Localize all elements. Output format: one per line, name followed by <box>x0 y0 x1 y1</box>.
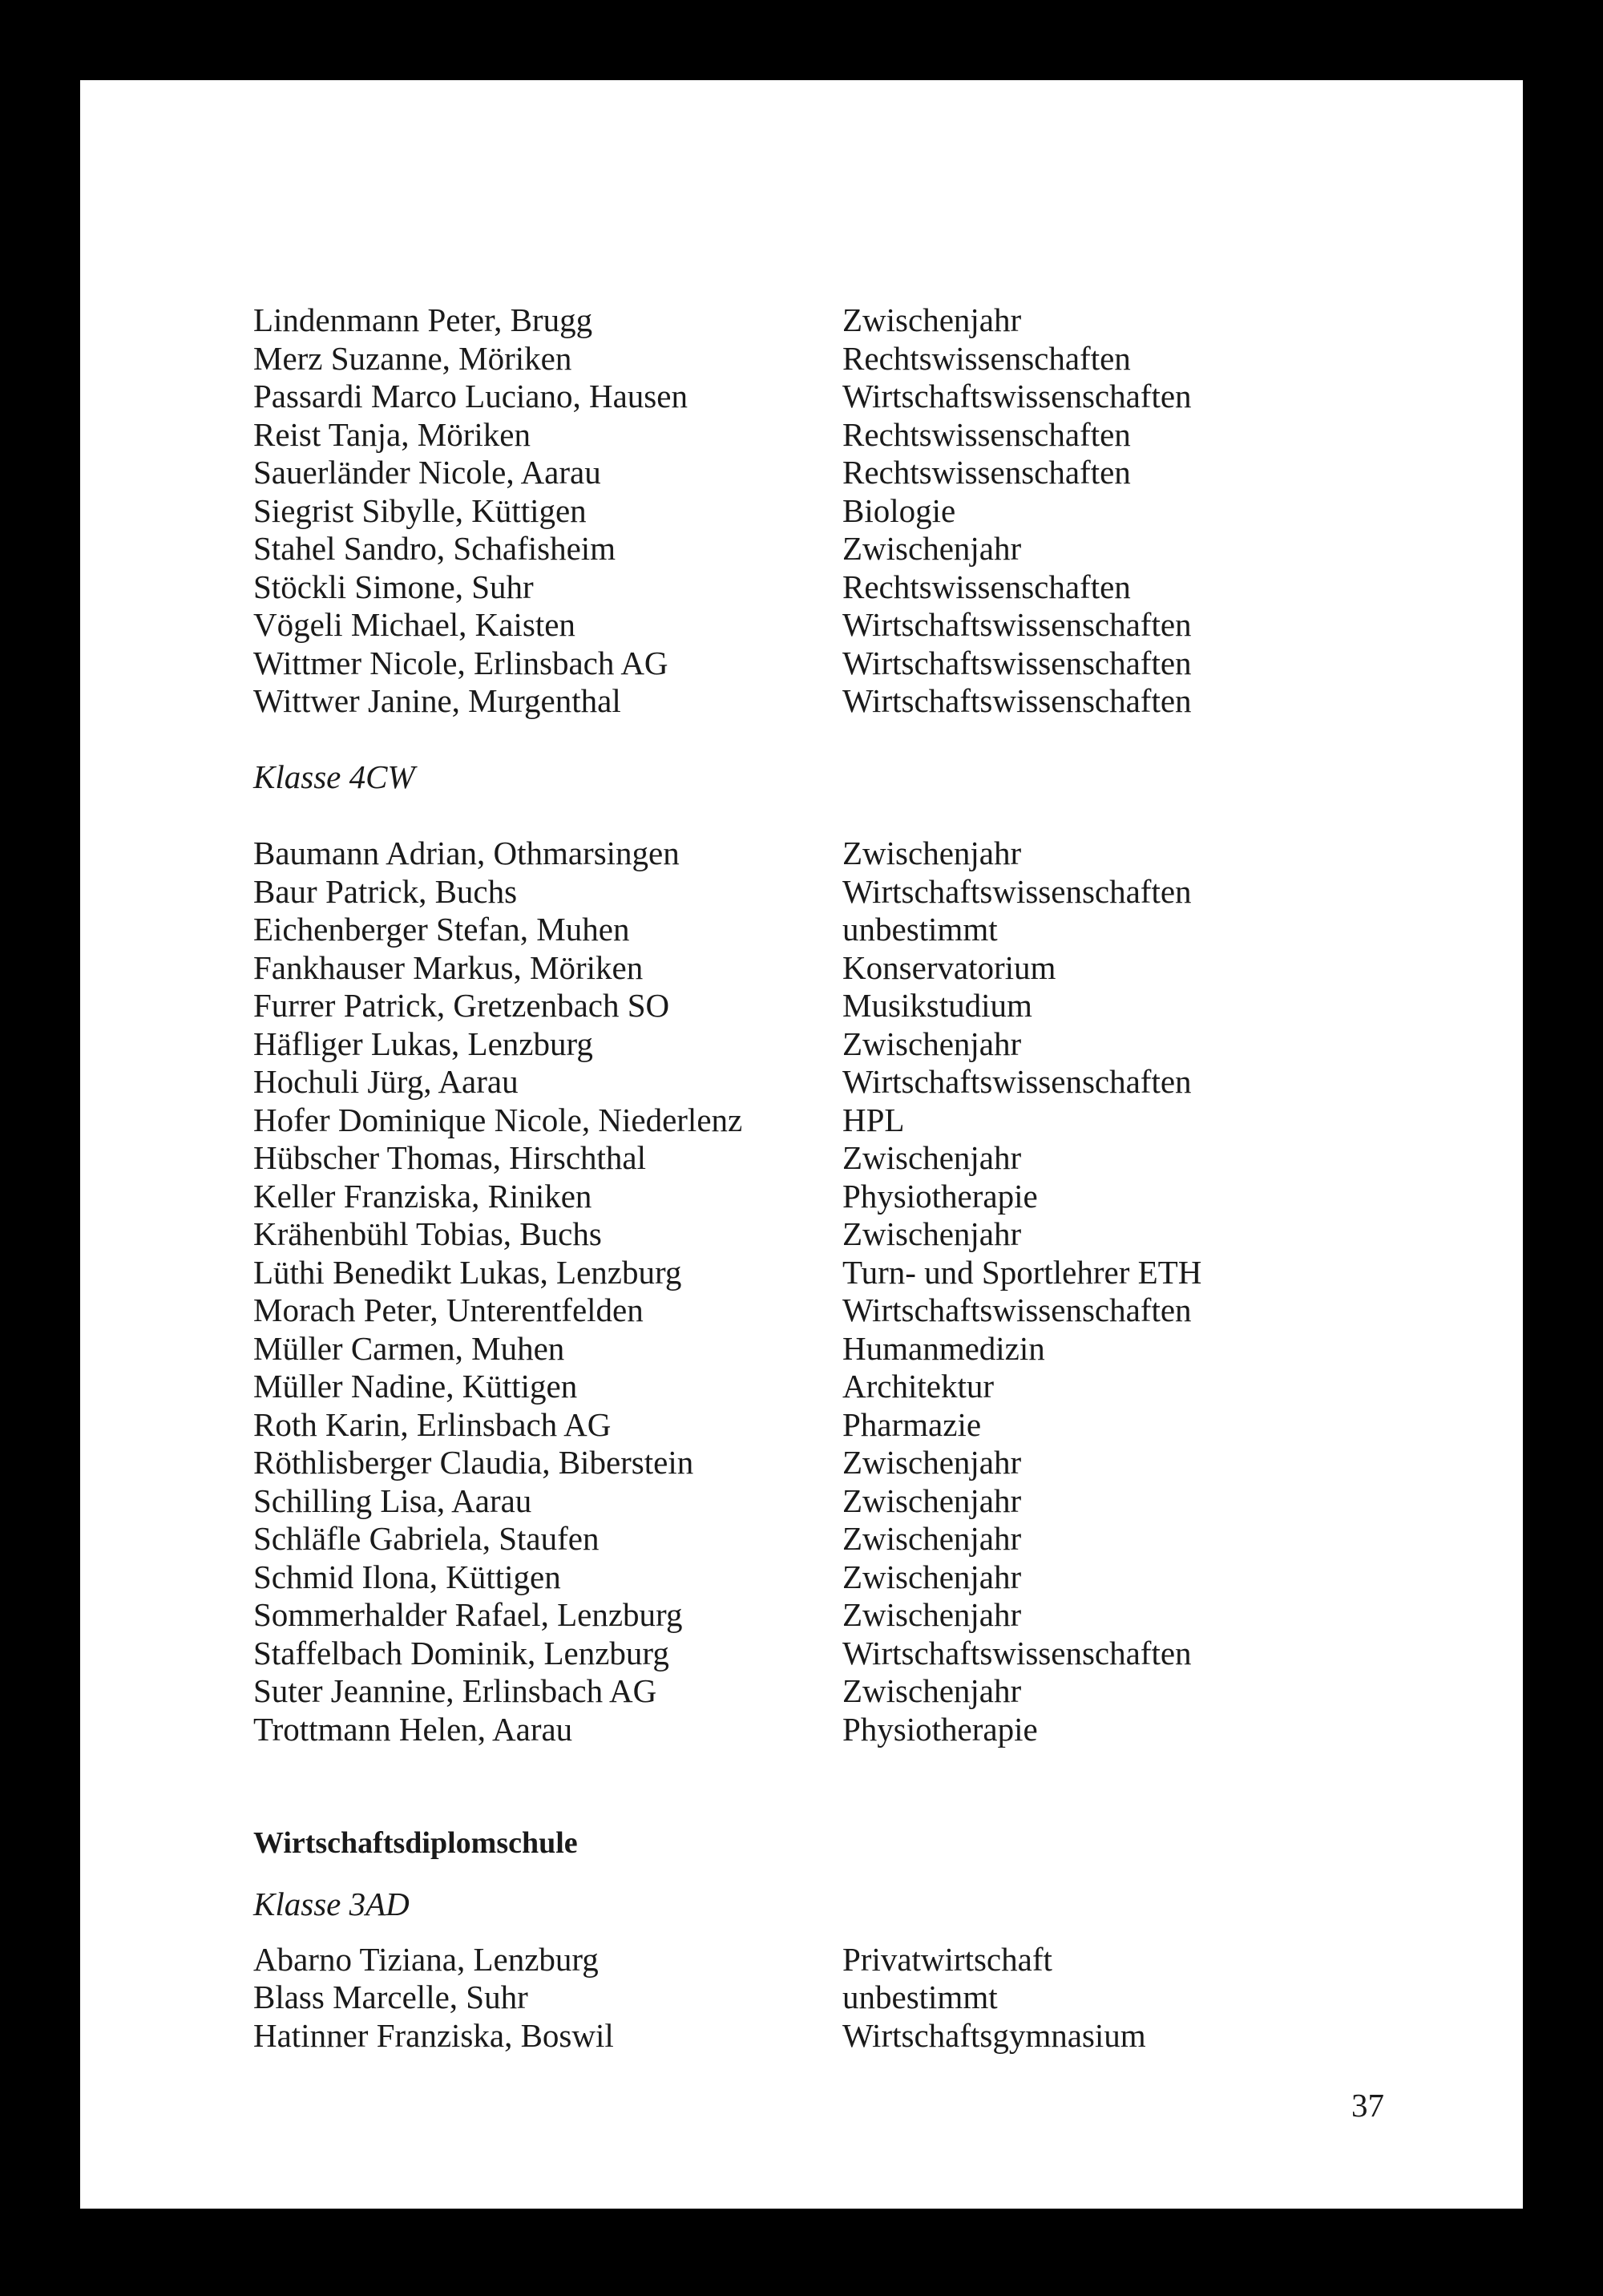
list-item <box>253 1215 1496 1254</box>
student-name: Baumann Adrian, Othmarsingen <box>253 835 680 871</box>
student-name: Stöckli Simone, Suhr <box>253 568 534 605</box>
destination: Rechtswissenschaften <box>842 454 1131 491</box>
student-list-continued <box>253 301 1496 721</box>
student-name: Abarno Tiziana, Lenzburg <box>253 1940 599 1978</box>
list-item <box>253 1368 1496 1406</box>
student-name: Blass Marcelle, Suhr <box>253 1979 528 2015</box>
list-item <box>253 1406 1496 1445</box>
list-item <box>253 492 1496 531</box>
student-name: Eichenberger Stefan, Muhen <box>253 911 630 948</box>
destination: Zwischenjahr <box>842 835 1022 871</box>
destination: Wirtschaftswissenschaften <box>842 606 1192 643</box>
destination: Wirtschaftswissenschaften <box>842 378 1192 414</box>
list-item <box>253 949 1496 988</box>
student-name: Hatinner Franziska, Boswil <box>253 2016 614 2054</box>
destination: Zwischenjahr <box>842 301 1022 338</box>
section-heading: Wirtschaftsdiplomschule <box>253 1826 578 1860</box>
student-name: Stahel Sandro, Schafisheim <box>253 530 616 567</box>
list-item <box>253 1482 1496 1521</box>
list-item <box>253 835 1496 873</box>
destination: Physiotherapie <box>842 1710 1038 1748</box>
page-content <box>253 301 1496 2055</box>
student-name: Wittwer Janine, Murgenthal <box>253 682 621 719</box>
destination: Wirtschaftswissenschaften <box>842 1292 1192 1328</box>
destination: Zwischenjahr <box>842 1481 1022 1519</box>
list-item <box>253 1292 1496 1330</box>
list-item <box>253 987 1496 1025</box>
list-item <box>253 911 1496 949</box>
list-item <box>253 1941 1496 1979</box>
list-item <box>253 682 1496 721</box>
list-item <box>253 454 1496 492</box>
list-item <box>253 530 1496 568</box>
student-name: Hofer Dominique Nicole, Niederlenz <box>253 1101 743 1138</box>
list-item <box>253 416 1496 455</box>
destination: Zwischenjahr <box>842 530 1022 567</box>
student-name: Sommerhalder Rafael, Lenzburg <box>253 1596 683 1633</box>
list-item <box>253 1711 1496 1749</box>
student-name: Müller Carmen, Muhen <box>253 1329 565 1367</box>
student-name: Hochuli Jürg, Aarau <box>253 1063 519 1100</box>
destination: Zwischenjahr <box>842 1520 1022 1557</box>
student-name: Röthlisberger Claudia, Biberstein <box>253 1444 694 1481</box>
student-name: Wittmer Nicole, Erlinsbach AG <box>253 644 668 681</box>
student-name: Furrer Patrick, Gretzenbach SO <box>253 987 670 1024</box>
student-list-3ad <box>253 1941 1496 2055</box>
destination: Zwischenjahr <box>842 1558 1022 1595</box>
destination: Wirtschaftswissenschaften <box>842 1634 1192 1671</box>
list-item <box>253 1254 1496 1292</box>
destination: Zwischenjahr <box>842 1596 1022 1633</box>
student-name: Krähenbühl Tobias, Buchs <box>253 1215 602 1252</box>
list-item <box>253 378 1496 416</box>
destination: unbestimmt <box>842 1979 998 2015</box>
student-name: Roth Karin, Erlinsbach AG <box>253 1405 612 1443</box>
list-item <box>253 1979 1496 2017</box>
list-item <box>253 1178 1496 1216</box>
student-name: Hübscher Thomas, Hirschthal <box>253 1139 646 1176</box>
destination: Rechtswissenschaften <box>842 339 1131 377</box>
destination: Zwischenjahr <box>842 1215 1022 1252</box>
student-name: Lindenmann Peter, Brugg <box>253 301 593 338</box>
document-page <box>80 80 1523 2209</box>
destination: Zwischenjahr <box>842 1672 1022 1709</box>
student-name: Keller Franziska, Riniken <box>253 1177 592 1215</box>
student-name: Reist Tanja, Möriken <box>253 415 531 453</box>
student-name: Siegrist Sibylle, Küttigen <box>253 491 587 529</box>
spacer <box>253 797 1496 835</box>
student-name: Trottmann Helen, Aarau <box>253 1710 573 1748</box>
student-name: Schmid Ilona, Küttigen <box>253 1558 561 1595</box>
destination: Wirtschaftswissenschaften <box>842 682 1192 719</box>
class-heading-4cw: Klasse 4CW <box>253 758 415 795</box>
list-item <box>253 873 1496 912</box>
student-name: Baur Patrick, Buchs <box>253 872 518 910</box>
destination: Pharmazie <box>842 1405 982 1443</box>
student-name: Passardi Marco Luciano, Hausen <box>253 378 688 414</box>
destination: Physiotherapie <box>842 1177 1038 1215</box>
list-item <box>253 1139 1496 1178</box>
list-item <box>253 340 1496 378</box>
destination: Wirtschaftswissenschaften <box>842 1063 1192 1100</box>
destination: Zwischenjahr <box>842 1139 1022 1176</box>
student-list-4cw <box>253 835 1496 1748</box>
list-item <box>253 1063 1496 1102</box>
student-name: Häfliger Lukas, Lenzburg <box>253 1025 593 1062</box>
list-item <box>253 1330 1496 1368</box>
list-item <box>253 301 1496 340</box>
destination: Wirtschaftswissenschaften <box>842 644 1192 681</box>
list-item <box>253 645 1496 683</box>
list-item <box>253 1025 1496 1064</box>
student-name: Müller Nadine, Küttigen <box>253 1368 578 1405</box>
destination: Biologie <box>842 491 956 529</box>
list-item <box>253 1635 1496 1673</box>
spacer <box>253 1748 1496 1825</box>
destination: Musikstudium <box>842 987 1032 1024</box>
student-name: Vögeli Michael, Kaisten <box>253 606 575 643</box>
student-name: Suter Jeannine, Erlinsbach AG <box>253 1672 657 1709</box>
spacer <box>253 1862 1496 1886</box>
destination: Wirtschaftsgymnasium <box>842 2016 1146 2054</box>
destination: Humanmedizin <box>842 1329 1045 1367</box>
list-item <box>253 606 1496 645</box>
destination: HPL <box>842 1101 905 1138</box>
destination: Turn- und Sportlehrer ETH <box>842 1253 1202 1291</box>
student-name: Schläfle Gabriela, Staufen <box>253 1520 600 1557</box>
destination: Konservatorium <box>842 948 1056 986</box>
list-item <box>253 1102 1496 1140</box>
destination: unbestimmt <box>842 911 998 948</box>
student-name: Fankhauser Markus, Möriken <box>253 948 644 986</box>
list-item <box>253 1596 1496 1635</box>
destination: Zwischenjahr <box>842 1025 1022 1062</box>
destination: Privatwirtschaft <box>842 1940 1052 1978</box>
student-name: Merz Suzanne, Möriken <box>253 339 572 377</box>
destination: Zwischenjahr <box>842 1444 1022 1481</box>
destination: Wirtschaftswissenschaften <box>842 872 1192 910</box>
list-item <box>253 1520 1496 1558</box>
student-name: Lüthi Benedikt Lukas, Lenzburg <box>253 1253 682 1291</box>
list-item <box>253 1672 1496 1711</box>
spacer <box>253 1924 1496 1941</box>
student-name: Staffelbach Dominik, Lenzburg <box>253 1634 669 1671</box>
destination: Rechtswissenschaften <box>842 568 1131 605</box>
list-item <box>253 2017 1496 2055</box>
destination: Rechtswissenschaften <box>842 415 1131 453</box>
student-name: Sauerländer Nicole, Aarau <box>253 454 601 491</box>
class-heading-3ad: Klasse 3AD <box>253 1886 410 1922</box>
spacer <box>253 721 1496 759</box>
list-item <box>253 568 1496 607</box>
student-name: Schilling Lisa, Aarau <box>253 1481 532 1519</box>
list-item <box>253 1444 1496 1482</box>
student-name: Morach Peter, Unterentfelden <box>253 1292 644 1328</box>
list-item <box>253 1558 1496 1597</box>
page-number: 37 <box>1351 2087 1384 2124</box>
destination: Architektur <box>842 1368 994 1405</box>
